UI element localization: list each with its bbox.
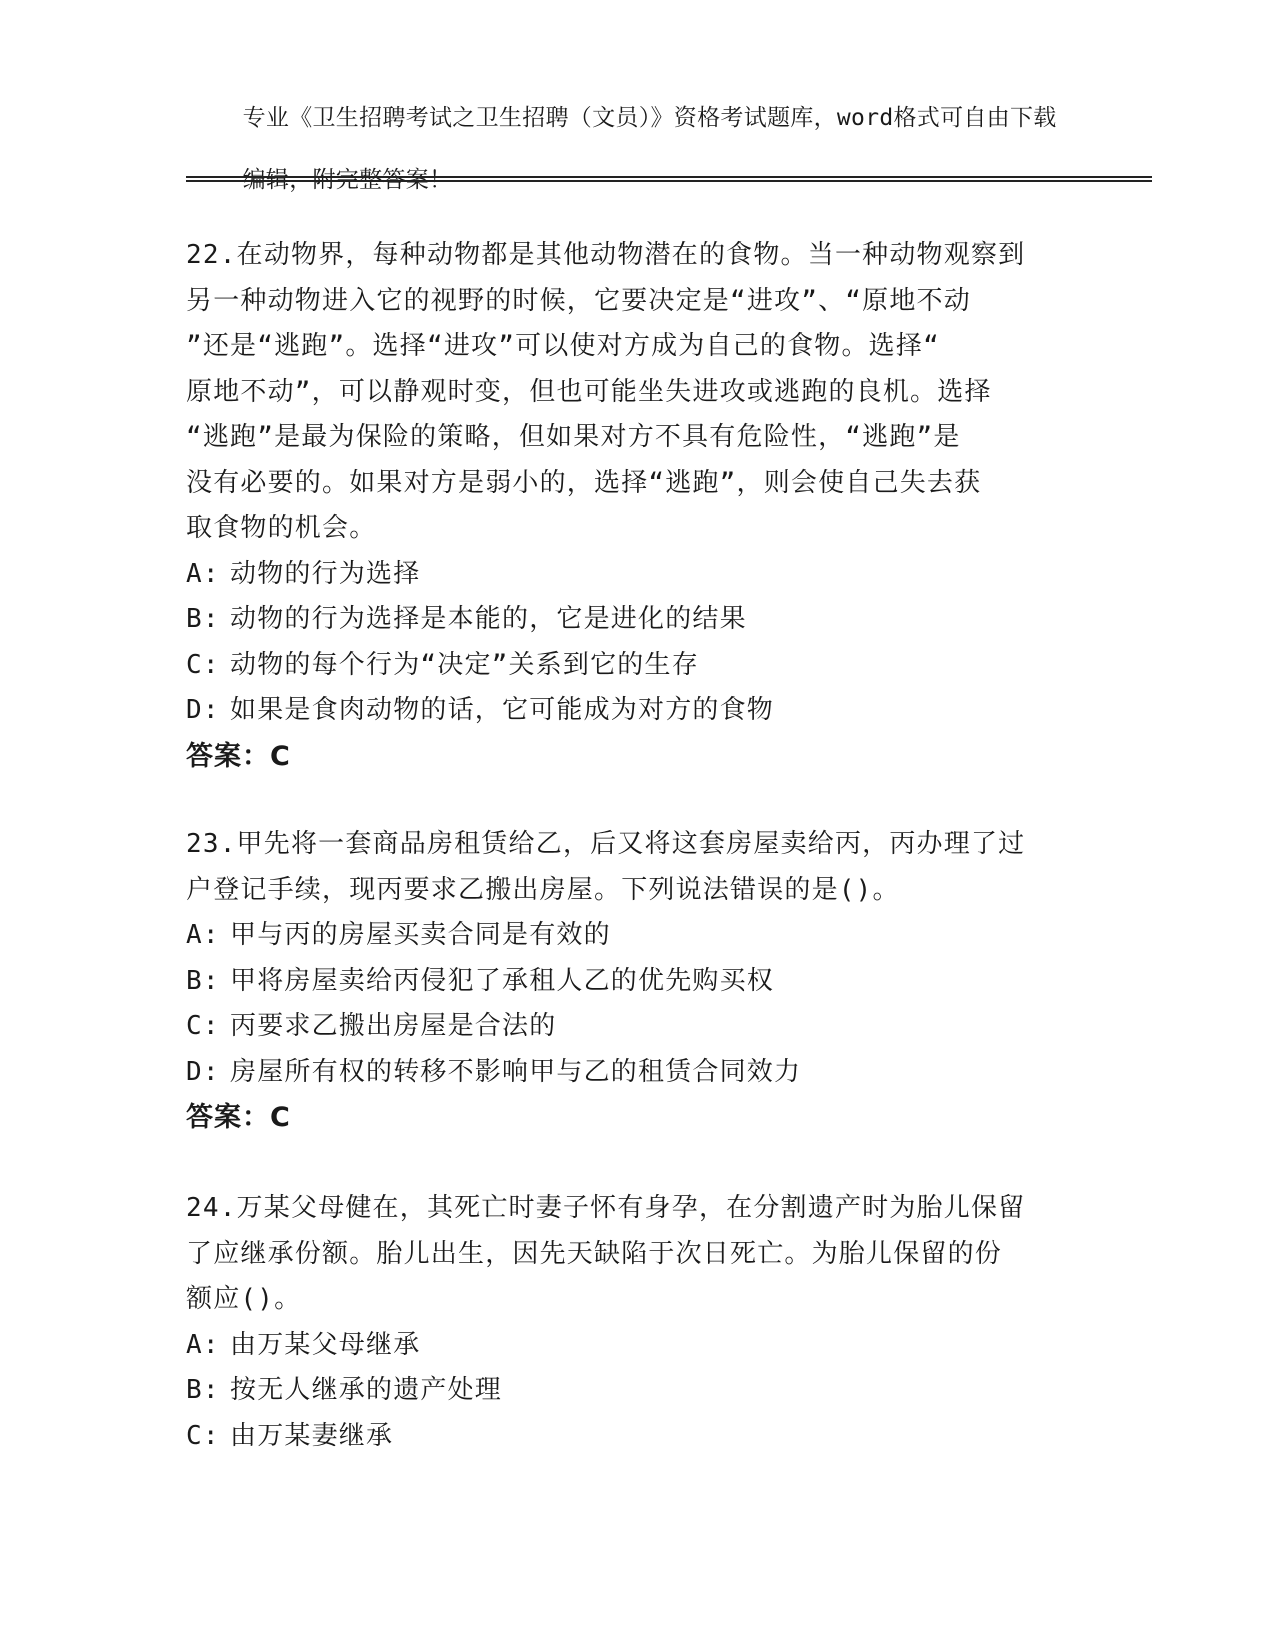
option-letter: D:	[186, 695, 220, 725]
option-b	[186, 597, 1066, 643]
stem-line: 22.在动物界，每种动物都是其他动物潜在的食物。当一种动物观察到	[186, 240, 1026, 270]
stem-line: 没有必要的。如果对方是弱小的，选择“逃跑”，则会使自己失去获	[186, 467, 982, 498]
stem-line: 取食物的机会。	[186, 513, 377, 543]
option-letter: B:	[186, 1375, 220, 1405]
option-text: 甲与丙的房屋买卖合同是有效的	[230, 920, 611, 950]
stem-line: 额应()。	[186, 1284, 302, 1314]
stem-line: 户登记手续，现丙要求乙搬出房屋。下列说法错误的是()。	[186, 874, 900, 905]
option-text: 如果是食肉动物的话，它可能成为对方的食物	[230, 695, 775, 725]
option-text: 动物的行为选择是本能的，它是进化的结果	[230, 604, 747, 634]
option-letter: B:	[186, 604, 220, 634]
stem-line: 23.甲先将一套商品房租赁给乙，后又将这套房屋卖给丙，丙办理了过	[186, 829, 1026, 859]
option-a	[186, 1323, 1066, 1369]
option-b	[186, 959, 1066, 1005]
option-letter: C:	[186, 1011, 220, 1041]
option-d	[186, 1050, 1066, 1096]
question-24	[186, 1186, 1066, 1459]
option-letter: A:	[186, 920, 220, 950]
question-23	[186, 822, 1066, 1141]
question-stem	[186, 1186, 1066, 1323]
option-d	[186, 688, 1066, 734]
stem-line: 原地不动”，可以静观时变，但也可能坐失进攻或逃跑的良机。选择	[186, 376, 992, 407]
option-text: 动物的行为选择	[230, 558, 421, 589]
option-text: 动物的每个行为“决定”关系到它的生存	[230, 649, 699, 680]
stem-line: 另一种动物进入它的视野的时候，它要决定是“进攻”、“原地不动	[186, 285, 971, 316]
option-letter: C:	[186, 1420, 220, 1451]
option-text: 房屋所有权的转移不影响甲与乙的租赁合同效力	[230, 1056, 802, 1087]
question-22	[186, 233, 1066, 779]
header-double-rule	[186, 176, 1152, 182]
option-text: 甲将房屋卖给丙侵犯了承租人乙的优先购买权	[230, 965, 775, 996]
stem-line: ”还是“逃跑”。选择“进攻”可以使对方成为自己的食物。选择“	[186, 331, 940, 361]
question-stem	[186, 822, 1066, 913]
answer-line: 答案：C	[186, 740, 291, 772]
header-line-2: 编辑，附完整答案！	[242, 167, 453, 193]
stem-line: “逃跑”是最为保险的策略，但如果对方不具有危险性，“逃跑”是	[186, 422, 961, 452]
option-a	[186, 913, 1066, 959]
option-letter: D:	[186, 1056, 220, 1087]
option-letter: A:	[186, 1329, 220, 1360]
option-text: 按无人继承的遗产处理	[230, 1375, 503, 1405]
option-c	[186, 643, 1066, 689]
option-letter: A:	[186, 558, 220, 589]
option-letter: C:	[186, 649, 220, 680]
option-text: 由万某父母继承	[230, 1329, 421, 1360]
header-line-1: 专业《卫生招聘考试之卫生招聘（文员）》资格考试题库，word格式可自由下载	[242, 105, 1057, 131]
answer-line: 答案：C	[186, 1102, 291, 1133]
option-text: 由万某妻继承	[230, 1420, 394, 1451]
option-b	[186, 1368, 1066, 1414]
document-header	[186, 72, 1066, 227]
stem-line: 了应继承份额。胎儿出生，因先天缺陷于次日死亡。为胎儿保留的份	[186, 1238, 1003, 1269]
question-stem	[186, 233, 1066, 552]
option-letter: B:	[186, 965, 220, 996]
stem-line: 24.万某父母健在，其死亡时妻子怀有身孕，在分割遗产时为胎儿保留	[186, 1193, 1026, 1223]
option-c	[186, 1004, 1066, 1050]
option-c	[186, 1414, 1066, 1460]
option-a	[186, 552, 1066, 598]
option-text: 丙要求乙搬出房屋是合法的	[230, 1011, 557, 1041]
